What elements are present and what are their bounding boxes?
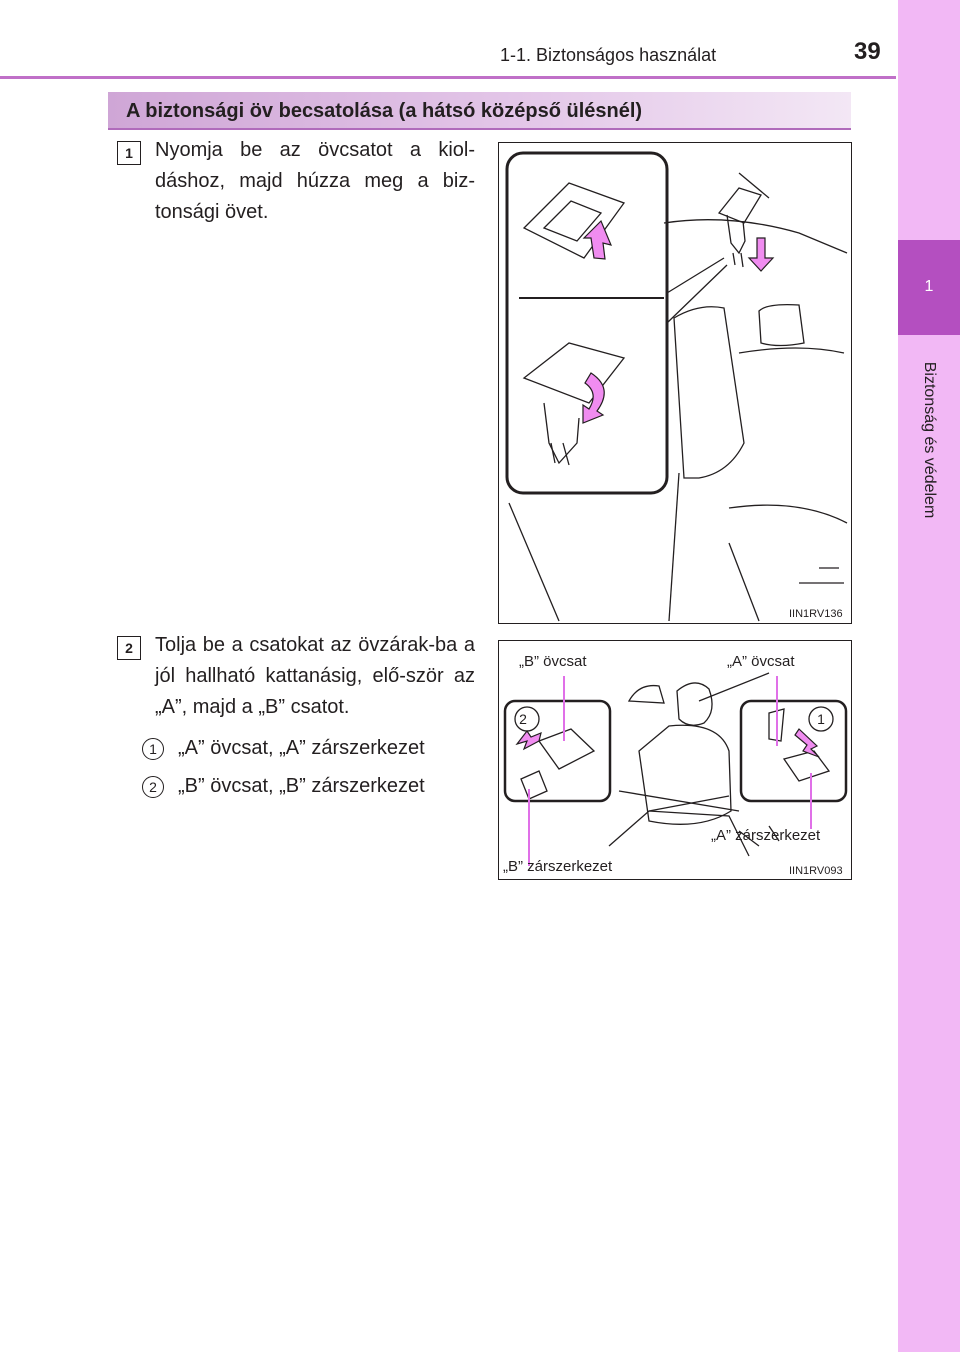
step-badge-2: 2 <box>117 636 141 660</box>
running-header-title: 1-1. Biztonságos használat <box>500 45 717 65</box>
step-2-text: Tolja be a csatokat az övzárak-ba a jól hallható kattanásig, elő-ször az „A”, majd a „B” csatot. <box>155 634 475 718</box>
callout-a-buckle: „A” övcsat <box>727 653 795 670</box>
sub-item-2-text: „B” övcsat, „B” zárszerkezet <box>178 775 425 797</box>
figure-1-code: IIN1RV136 <box>789 608 843 620</box>
figure-2-marker-1: 1 <box>817 711 825 727</box>
side-tab-band <box>898 0 960 1352</box>
callout-a-latch: „A” zárszerkezet <box>711 827 821 844</box>
figure-2-code: IIN1RV093 <box>789 865 843 877</box>
sub-item-1 <box>142 733 425 763</box>
chapter-number: 1 <box>924 278 934 295</box>
section-heading-rule <box>108 128 851 130</box>
side-tab-chapter-box <box>898 240 960 335</box>
sub-item-2 <box>142 771 425 801</box>
figure-2-illustration <box>499 641 851 879</box>
page-number: 39 <box>854 38 881 65</box>
header-divider <box>0 76 896 79</box>
sub-item-1-text: „A” övcsat, „A” zárszerkezet <box>178 737 425 759</box>
callout-b-latch: „B” zárszerkezet <box>503 858 613 875</box>
figure-1-illustration <box>499 143 851 623</box>
section-heading <box>108 92 851 130</box>
sub-item-2-number: 2 <box>142 776 164 798</box>
sub-item-1-number: 1 <box>142 738 164 760</box>
section-heading-text: A biztonsági öv becsatolása (a hátsó középső ülésnél) <box>126 100 643 122</box>
step-badge-1: 1 <box>117 141 141 165</box>
step-1-text: Nyomja be az övcsatot a kiol-dáshoz, majd húzza meg a biz-tonsági övet. <box>155 139 475 223</box>
callout-b-buckle: „B” övcsat <box>519 653 587 670</box>
figure-2-marker-2: 2 <box>519 711 527 727</box>
figure-1 <box>498 142 852 624</box>
chapter-title: Biztonság és védelem <box>921 361 938 519</box>
figure-2 <box>498 640 852 880</box>
